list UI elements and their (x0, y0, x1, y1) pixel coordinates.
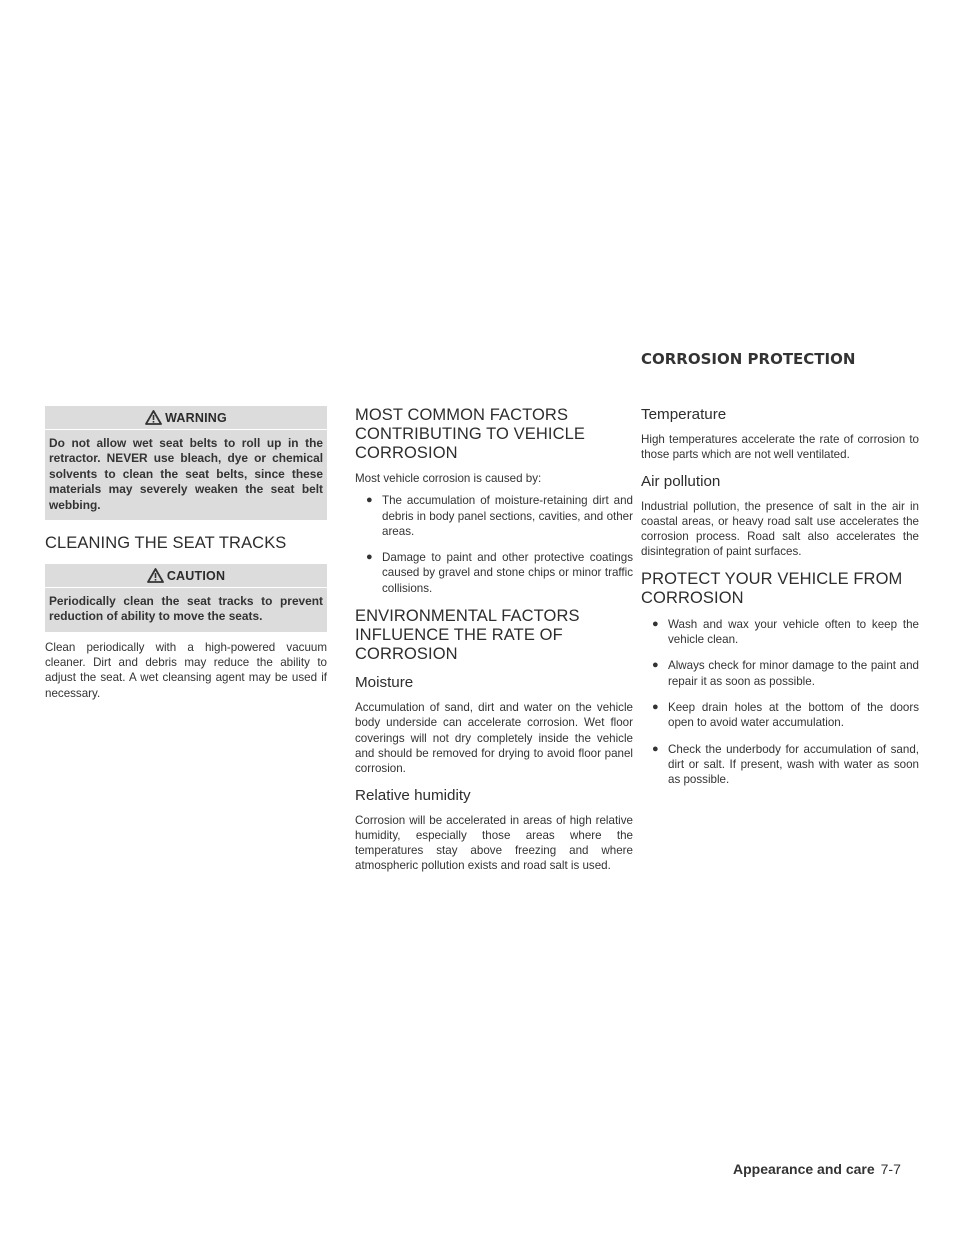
warning-icon (147, 568, 164, 583)
list-item-text: Check the underbody for accumulation of sand, dirt or salt. If present, wash with water as soon as possible. (668, 742, 919, 787)
section-title: CORROSION PROTECTION (641, 350, 856, 368)
bullet-icon: ● (652, 742, 659, 755)
factors-list (355, 493, 633, 596)
list-item-text: Wash and wax your vehicle often to keep the vehicle clean. (668, 617, 919, 647)
warning-icon (145, 410, 162, 425)
heading-cleaning-seat-tracks: CLEANING THE SEAT TRACKS (45, 534, 287, 553)
warning-header (45, 406, 327, 429)
column-right (641, 406, 919, 798)
heading-environmental-factors: ENVIRONMENTAL FACTORS INFLUENCE THE RATE OF CORROSION (355, 607, 580, 664)
heading-common-factors: MOST COMMON FACTORS CONTRIBUTING TO VEHICLE CORROSION (355, 406, 585, 462)
bullet-icon: ● (652, 700, 659, 713)
heading-moisture: Moisture (355, 674, 414, 692)
bullet-icon: ● (652, 659, 659, 672)
heading-relative-humidity: Relative humidity (355, 786, 471, 804)
list-item (641, 658, 919, 689)
moisture-text: Accumulation of sand, dirt and water on the vehicle body underside can accelerate corrosion. Wet floor coverings will not dry completely inside the vehicle and should be removed for drying to avoid floor panel corrosion. (355, 701, 633, 776)
list-item-text: Always check for minor damage to the paint and repair it as soon as possible. (668, 659, 919, 688)
heading-protect-vehicle: PROTECT YOUR VEHICLE FROM CORROSION (641, 569, 903, 607)
humidity-text: Corrosion will be accelerated in areas of high relative humidity, especially those areas where the temperatures stay above freezing and where atmospheric pollution exists and road salt is used. (355, 813, 633, 873)
protect-list (641, 617, 919, 788)
bullet-icon: ● (652, 617, 659, 630)
temperature-text: High temperatures accelerate the rate of corrosion to those parts which are not well ventilated. (641, 433, 919, 462)
page-footer (733, 1161, 901, 1177)
list-item (355, 550, 633, 596)
cleaning-paragraph: Clean periodically with a high-powered vacuum cleaner. Dirt and debris may reduce the ability to adjust the seat. A wet cleansing agent may be used if necessary. (45, 640, 327, 700)
list-item (641, 617, 919, 648)
list-item (355, 493, 633, 539)
list-item (641, 700, 919, 731)
list-item (641, 742, 919, 788)
caution-box (45, 564, 327, 632)
pollution-text: Industrial pollution, the presence of salt in the air in coastal areas, or heavy road salt use accelerates the corrosion process. Road salt also accelerates the disintegration of paint surfaces. (641, 499, 919, 559)
chapter-title: Appearance and care (733, 1161, 875, 1177)
list-item-text: The accumulation of moisture-retaining dirt and debris in body panel sections, cavities, and other areas. (382, 494, 633, 538)
caution-text: Periodically clean the seat tracks to prevent reduction of ability to move the seats. (49, 594, 323, 624)
heading-air-pollution: Air pollution (641, 472, 721, 490)
bullet-icon: ● (366, 551, 373, 564)
warning-box (45, 406, 327, 520)
column-left (45, 406, 327, 701)
column-middle (355, 406, 633, 874)
list-item-text: Keep drain holes at the bottom of the doors open to avoid water accumulation. (668, 700, 919, 730)
warning-text: Do not allow wet seat belts to roll up in the retractor. NEVER use bleach, dye or chemical solvents to clean the seat belts, since these materials may severely weaken the seat belt webbing. (49, 436, 323, 512)
caution-header (45, 564, 327, 587)
intro-text: Most vehicle corrosion is caused by: (355, 472, 542, 485)
bullet-icon: ● (366, 494, 373, 507)
warning-title: WARNING (165, 410, 227, 425)
page-number: 7-7 (880, 1161, 901, 1177)
caution-title: CAUTION (166, 568, 226, 583)
list-item-text: Damage to paint and other protective coatings caused by gravel and stone chips or minor traffic collisions. (382, 551, 633, 595)
heading-temperature: Temperature (641, 406, 727, 423)
